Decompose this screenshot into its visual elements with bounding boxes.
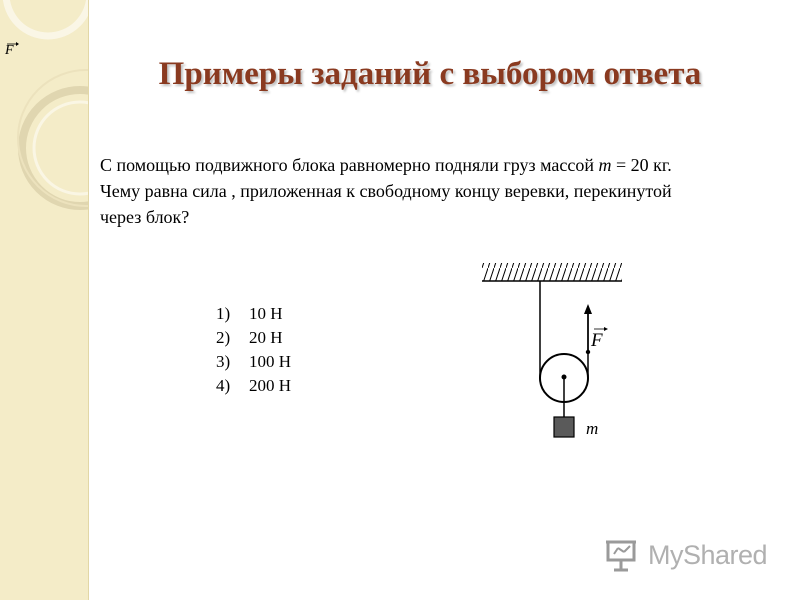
mass-symbol: m — [598, 155, 612, 175]
question-line-1-tail: = 20 кг. — [611, 155, 672, 175]
answer-options — [216, 302, 291, 398]
answer-option[interactable] — [216, 350, 291, 374]
question-line-3: через блок? — [100, 207, 190, 227]
question-line-1 — [100, 152, 760, 178]
pulley-diagram — [470, 250, 640, 450]
force-symbol-letter: F — [5, 43, 14, 58]
answer-text: 200 Н — [249, 376, 292, 395]
mass-weight — [554, 417, 574, 437]
answer-option[interactable] — [216, 374, 291, 398]
answer-text: 20 Н — [249, 328, 283, 347]
myshared-watermark — [604, 536, 774, 576]
mass-label: m — [586, 419, 599, 438]
question-text — [100, 152, 760, 230]
presentation-board-icon — [604, 536, 644, 574]
decorative-strip — [0, 0, 89, 600]
force-arrowhead — [584, 304, 592, 314]
answer-option[interactable] — [216, 302, 291, 326]
answer-number: 3) — [216, 352, 231, 371]
force-label: F — [591, 330, 603, 351]
answer-text: 10 Н — [249, 304, 283, 323]
answer-number: 2) — [216, 328, 231, 347]
force-symbol-small — [4, 40, 18, 60]
question-line-1-head: С помощью подвижного блока равномерно подняли груз массой — [100, 155, 599, 175]
answer-option[interactable] — [216, 326, 291, 350]
answer-number: 4) — [216, 376, 231, 395]
question-line-2: Чему равна сила , приложенная к свободному концу веревки, перекинутой — [100, 181, 672, 201]
answer-text: 100 Н — [249, 352, 292, 371]
answer-number: 1) — [216, 304, 231, 323]
slide-title: Примеры заданий с выбором ответа — [158, 56, 702, 92]
force-application-point — [586, 350, 590, 354]
watermark-brand: MyShared — [648, 540, 768, 570]
force-vector-bar-head — [604, 327, 608, 331]
decorative-rings — [0, 0, 88, 600]
ceiling-hatching — [482, 263, 622, 281]
